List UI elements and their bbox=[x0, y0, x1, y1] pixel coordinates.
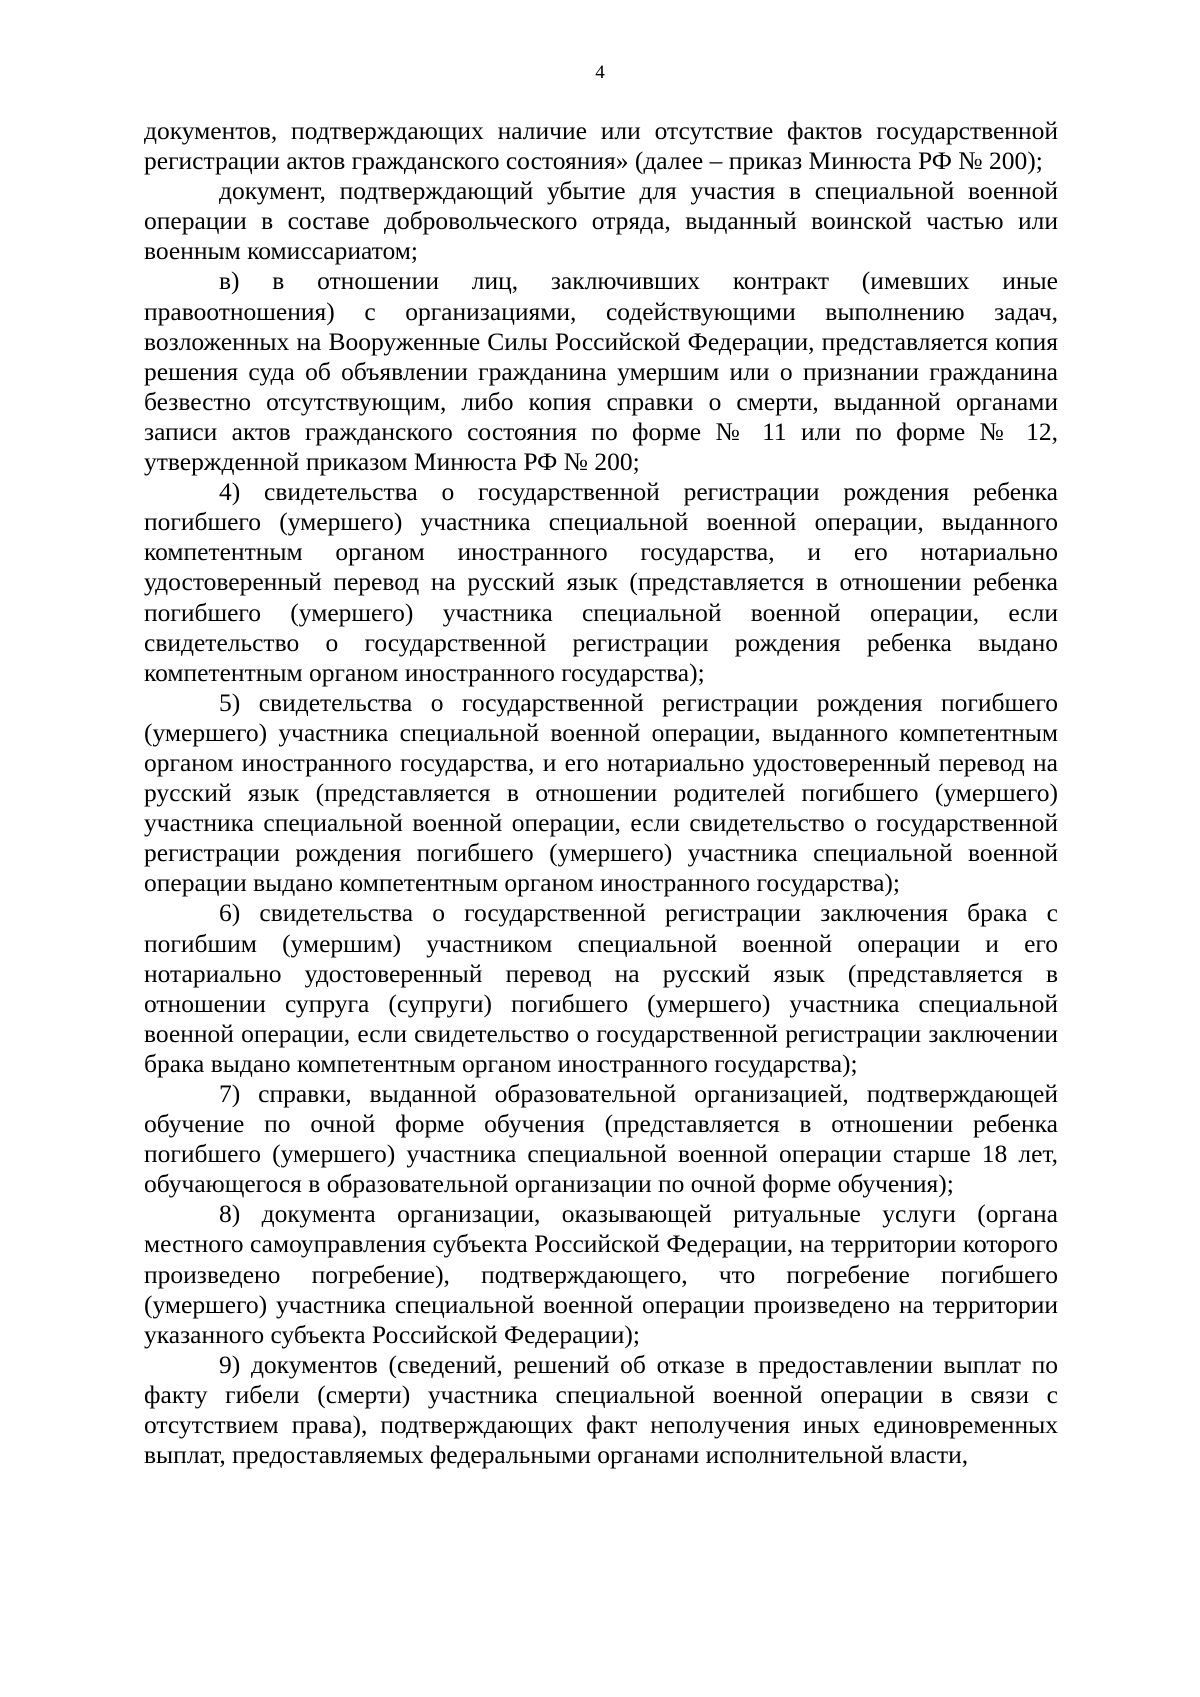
paragraph-item-5: 5) свидетельства о государственной регистрации рождения погибшего (умершего) участника специальной военной операции, выданного компетентным органом иностранного государства, и его нотариально удостоверенный перевод на русский язык (представляется в отношении родителей погибшего (умершего) участника специальной военной операции, если свидетельство о государственной регистрации рождения погибшего (умершего) участника специальной военной операции выдано компетентным органом иностранного государства); bbox=[144, 687, 1058, 898]
paragraph-item-8: 8) документа организации, оказывающей ритуальные услуги (органа местного самоуправления субъекта Российской Федерации, на территории которого произведено погребение), подтверждающего, что погребение погибшего (умершего) участника специальной военной операции произведено на территории указанного субъекта Российской Федерации); bbox=[144, 1199, 1058, 1349]
paragraph-continuation: документов, подтверждающих наличие или отсутствие фактов государственной регистрации актов гражданского состояния» (далее – приказ Минюста РФ № 200); bbox=[144, 116, 1058, 176]
document-body bbox=[144, 116, 1058, 1470]
paragraph-item-6: 6) свидетельства о государственной регистрации заключения брака с погибшим (умершим) участником специальной военной операции и его нотариально удостоверенный перевод на русский язык (представляется в отношении супруга (супруги) погибшего (умершего) участника специальной военной операции, если свидетельство о государственной регистрации заключении брака выдано компетентным органом иностранного государства); bbox=[144, 898, 1058, 1078]
paragraph-item-4: 4) свидетельства о государственной регистрации рождения ребенка погибшего (умершего) участника специальной военной операции, выданного компетентным органом иностранного государства, и его нотариально удостоверенный перевод на русский язык (представляется в отношении ребенка погибшего (умершего) участника специальной военной операции, если свидетельство о государственной регистрации рождения ребенка выдано компетентным органом иностранного государства); bbox=[144, 477, 1058, 687]
paragraph-departure-document: документ, подтверждающий убытие для участия в специальной военной операции в составе добровольческого отряда, выданный воинской частью или военным комиссариатом; bbox=[144, 176, 1058, 266]
paragraph-item-v: в) в отношении лиц, заключивших контракт (имевших иные правоотношения) с организациями, содействующими выполнению задач, возложенных на Вооруженные Силы Российской Федерации, представляется копия решения суда об объявлении гражданина умершим или о признании гражданина безвестно отсутствующим, либо копия справки о смерти, выданной органами записи актов гражданского состояния по форме № 11 или по форме № 12, утвержденной приказом Минюста РФ № 200; bbox=[144, 266, 1058, 477]
paragraph-item-7: 7) справки, выданной образовательной организацией, подтверждающей обучение по очной форме обучения (представляется в отношении ребенка погибшего (умершего) участника специальной военной операции старше 18 лет, обучающегося в образовательной организации по очной форме обучения); bbox=[144, 1079, 1058, 1199]
page-number: 4 bbox=[595, 62, 605, 83]
paragraph-item-9: 9) документов (сведений, решений об отказе в предоставлении выплат по факту гибели (смерти) участника специальной военной операции в связи с отсутствием права), подтверждающих факт неполучения иных единовременных выплат, предоставляемых федеральными органами исполнительной власти, bbox=[144, 1349, 1058, 1470]
